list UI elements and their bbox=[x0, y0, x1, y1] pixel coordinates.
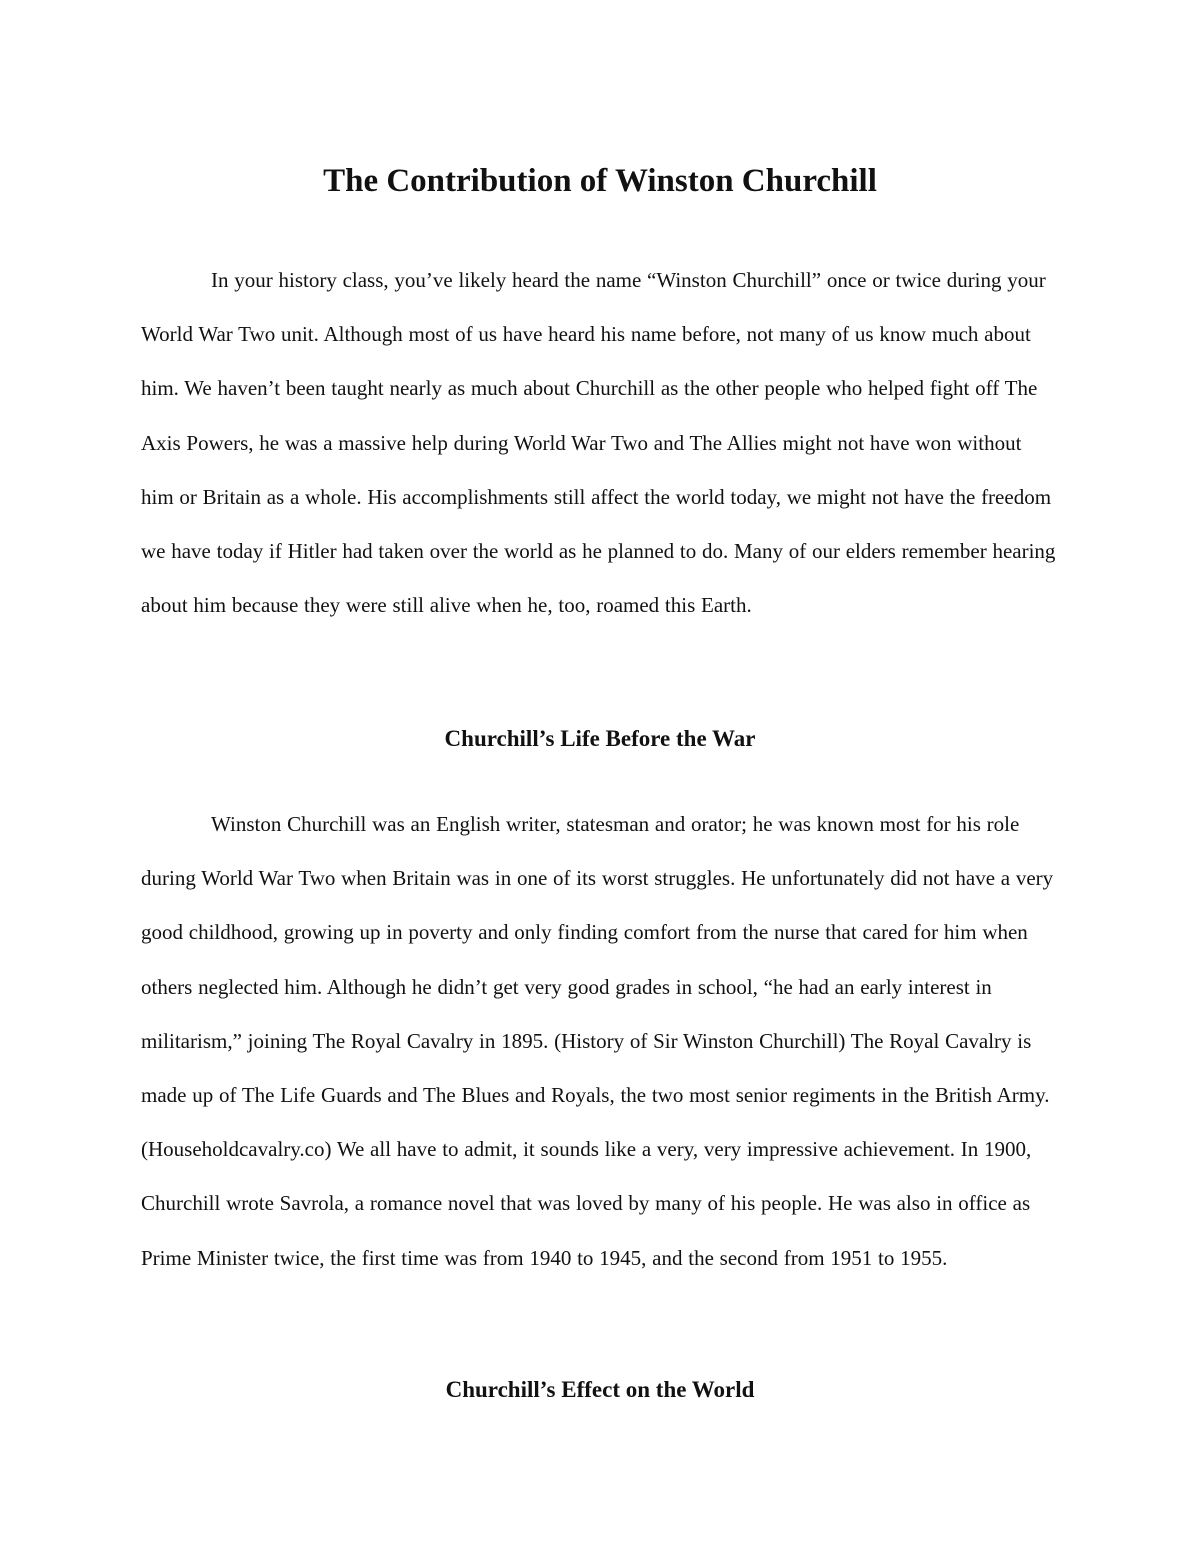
page-title: The Contribution of Winston Churchill bbox=[323, 163, 877, 199]
paragraph-introduction: In your history class, you’ve likely heard the name “Winston Churchill” once or twice during your World War Two unit. Although most of us have heard his name before, not many of us know much about him. We haven’t been taught nearly as much about Churchill as the other people who helped fight off The Axis Powers, he was a massive help during World War Two and The Allies might not have won without him or Britain as a whole. His accomplishments still affect the world today, we might not have the freedom we have today if Hitler had taken over the world as he planned to do. Many of our elders remember hearing about him because they were still alive when he, too, roamed this Earth. bbox=[141, 268, 1056, 618]
section-heading-life-before-war: Churchill’s Life Before the War bbox=[444, 726, 756, 751]
section-heading-effect-on-world: Churchill’s Effect on the World bbox=[445, 1377, 755, 1402]
paragraph-life-before-war: Winston Churchill was an English writer, statesman and orator; he was known most for his role during World War Two when Britain was in one of its worst struggles. He unfortunately did not have a very good childhood, growing up in poverty and only finding comfort from the nurse that cared for him when others neglected him. Although he didn’t get very good grades in school, “he had an early interest in militarism,” joining The Royal Cavalry in 1895. (History of Sir Winston Churchill) The Royal Cavalry is made up of The Life Guards and The Blues and Royals, the two most senior regiments in the British Army. (Householdcavalry.co) We all have to admit, it sounds like a very, very impressive achievement. In 1900, Churchill wrote Savrola, a romance novel that was loved by many of his people. He was also in office as Prime Minister twice, the first time was from 1940 to 1945, and the second from 1951 to 1955. bbox=[141, 812, 1054, 1270]
